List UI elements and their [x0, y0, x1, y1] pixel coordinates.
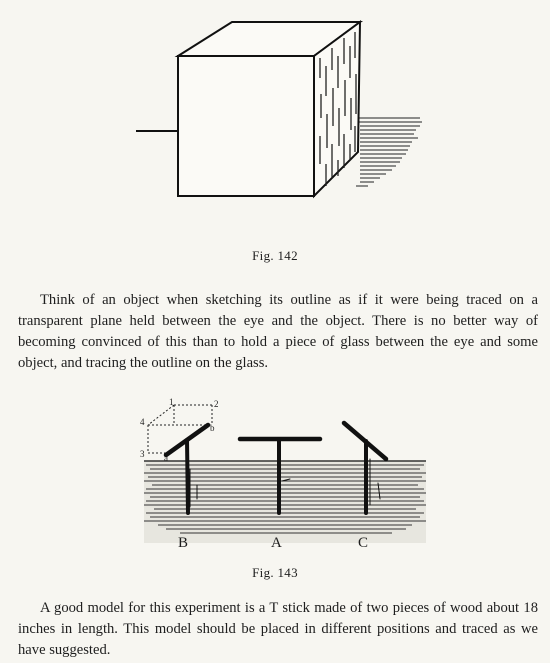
cube-front-face — [178, 56, 314, 196]
label-stick-b: B — [178, 535, 189, 551]
paragraph-2: A good model for this experiment is a T stick made of two pieces of wood about 18 inches in length. This model should be placed in different positions and traced as we have suggested. — [18, 600, 538, 658]
cube-shadow — [356, 118, 422, 186]
figure-143-t-sticks — [130, 395, 430, 565]
label-a: a — [164, 453, 168, 463]
figure-142-cube — [120, 18, 440, 218]
figure-143-caption: Fig. 143 — [252, 565, 298, 580]
label-stick-a: A — [271, 535, 282, 551]
figure-142-caption: Fig. 142 — [252, 248, 298, 263]
label-n3: 3 — [140, 449, 145, 459]
label-n2: 2 — [214, 399, 219, 409]
label-n4: 4 — [140, 417, 145, 427]
label-b: b — [210, 423, 215, 433]
label-n1: 1 — [169, 397, 174, 407]
label-stick-c: C — [358, 535, 369, 551]
paragraph-1: Think of an object when sketching its outline as if it were being traced on a transparent plane held between the eye and the object. There is no better way of becoming convinced of this than to hold a piece of glass between the eye and some object, and tracing the outline on the glass. — [18, 292, 538, 371]
